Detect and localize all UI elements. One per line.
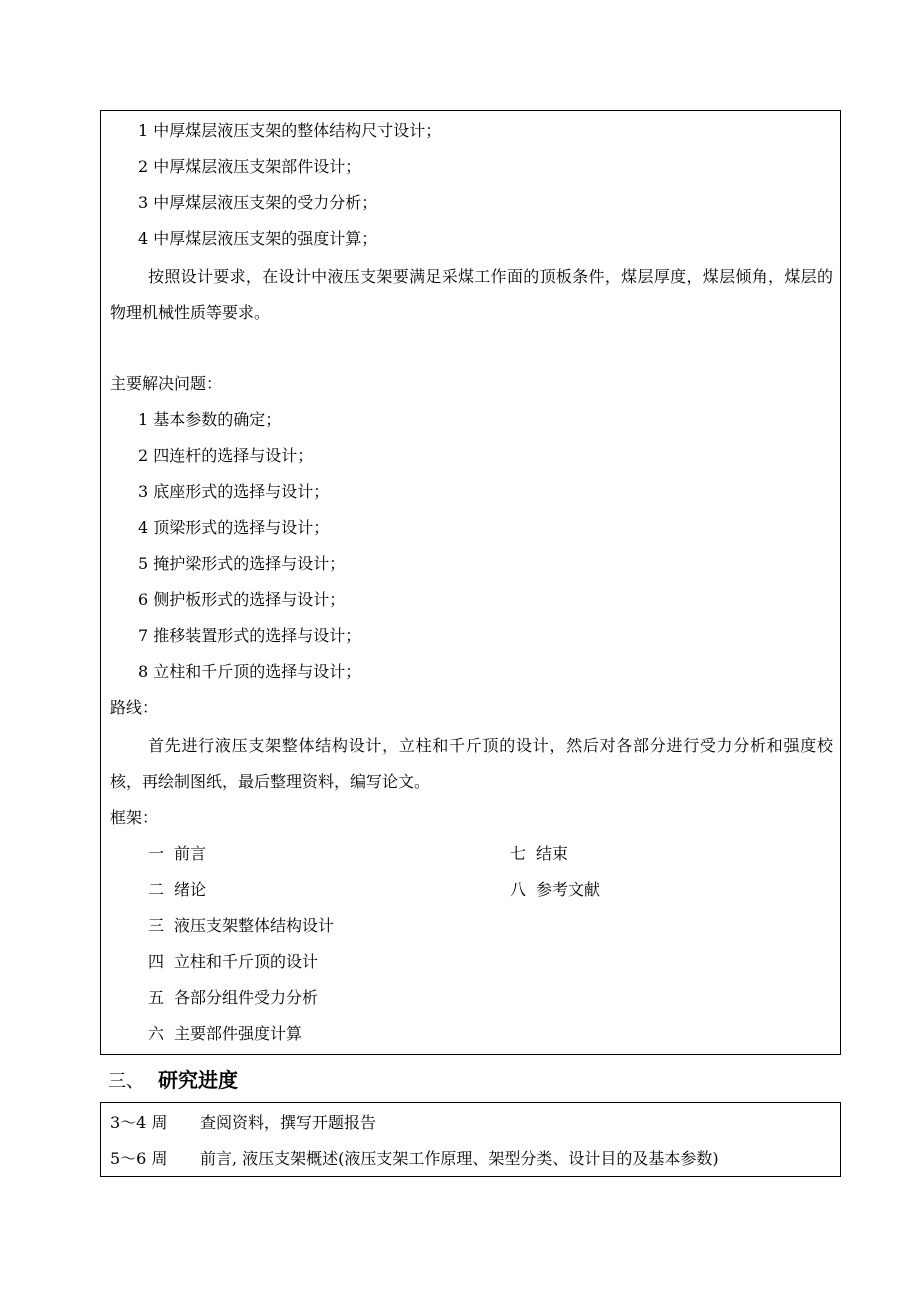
section-title: 研究进度 [158,1068,238,1092]
schedule-weeks: 5～6 周 [110,1149,168,1168]
problem-item: 8 立柱和千斤顶的选择与设计； [138,662,362,681]
framework-item-title: 绪论 [174,880,207,899]
route-heading: 路线： [110,698,159,717]
framework-item-title: 立柱和千斤顶的设计 [174,952,319,971]
framework-item-title: 主要部件强度计算 [174,1024,303,1043]
framework-item-number: 一 [148,844,165,863]
framework-item-title: 参考文献 [536,880,601,899]
framework-item-number: 二 [148,880,165,899]
framework-item [148,952,318,972]
framework-item-number: 七 [510,844,527,863]
schedule-row [110,1113,376,1133]
problem-item: 1 基本参数的确定； [138,410,282,429]
framework-item-number: 八 [510,880,527,899]
schedule-weeks: 3～4 周 [110,1113,168,1132]
problem-item: 2 四连杆的选择与设计； [138,446,314,465]
framework-item-title: 液压支架整体结构设计 [174,916,335,935]
route-paragraph: 首先进行液压支架整体结构设计，立柱和千斤顶的设计，然后对各部分进行受力分析和强度校核，再绘制图纸，最后整理资料，编写论文。 [110,736,833,791]
framework-item [148,844,206,864]
content-table-cell [100,110,841,1055]
framework-item-title: 各部分组件受力分析 [174,988,319,1007]
schedule-task: 查阅资料，撰写开题报告 [200,1113,377,1132]
section-heading [108,1066,238,1096]
content-item: 2 中厚煤层液压支架部件设计； [138,157,362,176]
content-item: 3 中厚煤层液压支架的受力分析； [138,193,378,212]
problem-item: 3 底座形式的选择与设计； [138,482,330,501]
framework-item [510,844,568,864]
problems-heading: 主要解决问题： [110,374,223,393]
problem-item: 5 掩护梁形式的选择与设计； [138,554,346,573]
schedule-task: 前言, 液压支架概述(液压支架工作原理、架型分类、设计目的及基本参数) [200,1149,719,1168]
problem-item: 4 顶梁形式的选择与设计； [138,518,330,537]
problem-item: 7 推移装置形式的选择与设计； [138,626,362,645]
problem-item: 6 侧护板形式的选择与设计； [138,590,346,609]
section-number: 三、 [108,1071,144,1092]
framework-item-number: 六 [148,1024,165,1043]
schedule-table-cell [100,1102,841,1177]
framework-item-number: 三 [148,916,165,935]
content-item: 1 中厚煤层液压支架的整体结构尺寸设计； [138,121,442,140]
schedule-row [110,1149,719,1169]
framework-item [148,988,318,1008]
framework-item-title: 结束 [536,844,569,863]
framework-item [148,880,206,900]
framework-heading: 框架： [110,808,159,827]
framework-item [510,880,600,900]
framework-item-number: 四 [148,952,165,971]
framework-item-number: 五 [148,988,165,1007]
framework-item [148,916,334,936]
framework-item-title: 前言 [174,844,207,863]
framework-item [148,1024,302,1044]
content-item: 4 中厚煤层液压支架的强度计算； [138,229,378,248]
design-paragraph: 按照设计要求，在设计中液压支架要满足采煤工作面的顶板条件，煤层厚度，煤层倾角，煤层的物理机械性质等要求。 [110,267,833,322]
